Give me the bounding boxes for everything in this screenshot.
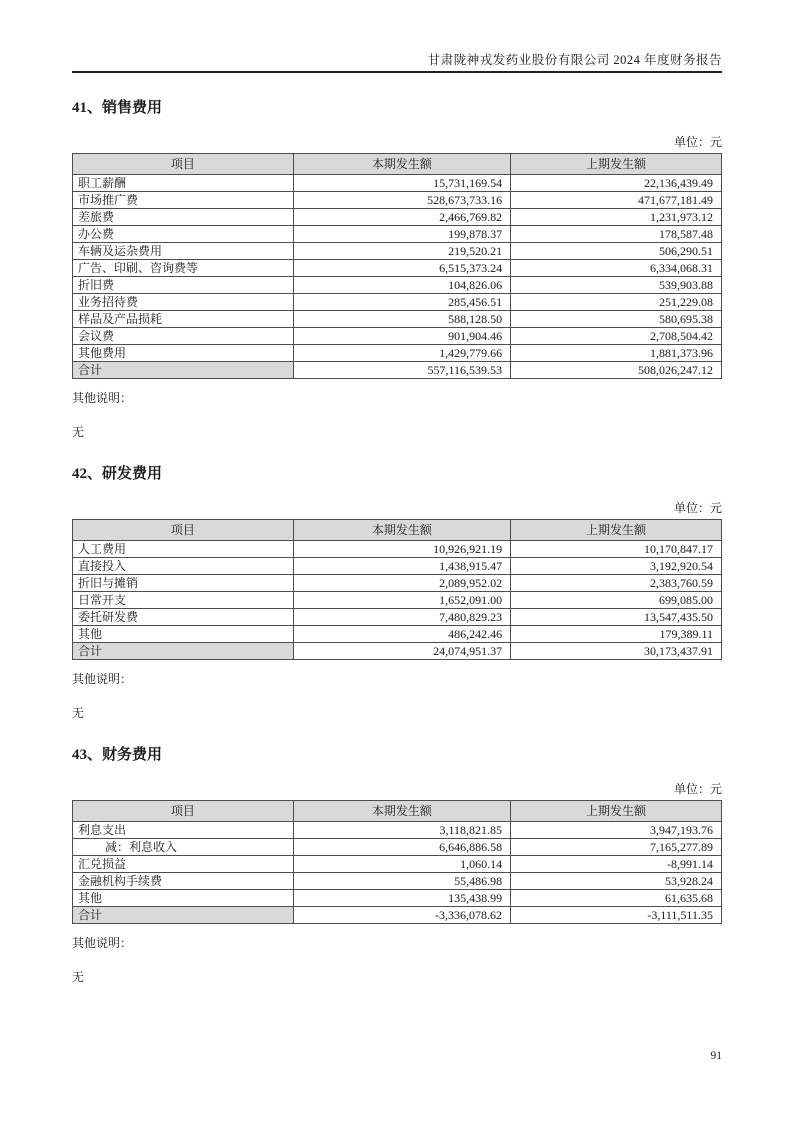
prior-period-amount: 3,192,920.54 <box>511 558 722 575</box>
row-label: 日常开支 <box>73 592 294 609</box>
column-header-prior: 上期发生额 <box>511 801 722 822</box>
current-period-amount: 7,480,829.23 <box>293 609 510 626</box>
current-period-amount: 6,515,373.24 <box>293 260 510 277</box>
row-label: 办公费 <box>73 226 294 243</box>
row-label: 人工费用 <box>73 541 294 558</box>
row-label: 车辆及运杂费用 <box>73 243 294 260</box>
row-label: 会议费 <box>73 328 294 345</box>
table-row <box>73 175 722 192</box>
table-row <box>73 626 722 643</box>
prior-period-amount: 539,903.88 <box>511 277 722 294</box>
current-period-amount: 1,438,915.47 <box>293 558 510 575</box>
table-row <box>73 345 722 362</box>
row-label: 市场推广费 <box>73 192 294 209</box>
prior-period-amount: 1,881,373.96 <box>511 345 722 362</box>
current-period-amount: -3,336,078.62 <box>293 907 510 924</box>
column-header-item: 项目 <box>73 801 294 822</box>
column-header-prior: 上期发生额 <box>511 154 722 175</box>
total-row <box>73 362 722 379</box>
table-row <box>73 592 722 609</box>
table-row <box>73 890 722 907</box>
table-row <box>73 277 722 294</box>
prior-period-amount: 30,173,437.91 <box>511 643 722 660</box>
document-header-title: 甘肃陇神戎发药业股份有限公司 2024 年度财务报告 <box>72 52 722 73</box>
current-period-amount: 15,731,169.54 <box>293 175 510 192</box>
prior-period-amount: 471,677,181.49 <box>511 192 722 209</box>
prior-period-amount: 2,708,504.42 <box>511 328 722 345</box>
current-period-amount: 557,116,539.53 <box>293 362 510 379</box>
row-label: 差旅费 <box>73 209 294 226</box>
current-period-amount: 10,926,921.19 <box>293 541 510 558</box>
table-header-row <box>73 801 722 822</box>
prior-period-amount: 506,290.51 <box>511 243 722 260</box>
rd-expense-table <box>72 519 722 660</box>
section-title-42: 42、研发费用 <box>72 466 163 482</box>
table-row <box>73 822 722 839</box>
row-label: 业务招待费 <box>73 294 294 311</box>
current-period-amount: 6,646,886.58 <box>293 839 510 856</box>
sales-expense-table <box>72 153 722 379</box>
total-row <box>73 643 722 660</box>
current-period-amount: 104,826.06 <box>293 277 510 294</box>
table-row <box>73 226 722 243</box>
row-label: 汇兑损益 <box>73 856 294 873</box>
current-period-amount: 2,466,769.82 <box>293 209 510 226</box>
prior-period-amount: 10,170,847.17 <box>511 541 722 558</box>
unit-label: 单位：元 <box>673 135 722 149</box>
current-period-amount: 285,456.51 <box>293 294 510 311</box>
unit-label: 单位：元 <box>673 501 722 515</box>
table-row <box>73 294 722 311</box>
prior-period-amount: 61,635.68 <box>511 890 722 907</box>
row-label: 利息支出 <box>73 822 294 839</box>
table-row <box>73 558 722 575</box>
other-notes-label: 其他说明： <box>72 936 133 950</box>
prior-period-amount: 508,026,247.12 <box>511 362 722 379</box>
current-period-amount: 55,486.98 <box>293 873 510 890</box>
row-label: 折旧与摊销 <box>73 575 294 592</box>
current-period-amount: 2,089,952.02 <box>293 575 510 592</box>
row-label: 其他费用 <box>73 345 294 362</box>
finance-expense-table <box>72 800 722 924</box>
section-title-43: 43、财务费用 <box>72 747 163 763</box>
prior-period-amount: 53,928.24 <box>511 873 722 890</box>
row-label: 减：利息收入 <box>73 839 294 856</box>
row-label: 其他 <box>73 890 294 907</box>
table-row <box>73 192 722 209</box>
table-row <box>73 260 722 277</box>
table-row <box>73 873 722 890</box>
current-period-amount: 219,520.21 <box>293 243 510 260</box>
prior-period-amount: 3,947,193.76 <box>511 822 722 839</box>
current-period-amount: 1,060.14 <box>293 856 510 873</box>
column-header-prior: 上期发生额 <box>511 520 722 541</box>
other-notes-value: 无 <box>72 970 85 984</box>
prior-period-amount: 580,695.38 <box>511 311 722 328</box>
table-header-row <box>73 154 722 175</box>
row-label: 金融机构手续费 <box>73 873 294 890</box>
other-notes-label: 其他说明： <box>72 672 133 686</box>
total-row <box>73 907 722 924</box>
other-notes-value: 无 <box>72 706 85 720</box>
column-header-current: 本期发生额 <box>293 520 510 541</box>
prior-period-amount: 6,334,068.31 <box>511 260 722 277</box>
column-header-item: 项目 <box>73 154 294 175</box>
prior-period-amount: 178,587.48 <box>511 226 722 243</box>
prior-period-amount: -8,991.14 <box>511 856 722 873</box>
current-period-amount: 135,438.99 <box>293 890 510 907</box>
row-label: 折旧费 <box>73 277 294 294</box>
prior-period-amount: 22,136,439.49 <box>511 175 722 192</box>
column-header-item: 项目 <box>73 520 294 541</box>
other-notes-label: 其他说明： <box>72 391 133 405</box>
column-header-current: 本期发生额 <box>293 154 510 175</box>
prior-period-amount: -3,111,511.35 <box>511 907 722 924</box>
table-row <box>73 541 722 558</box>
table-row <box>73 243 722 260</box>
row-label: 其他 <box>73 626 294 643</box>
table-row <box>73 328 722 345</box>
current-period-amount: 1,429,779.66 <box>293 345 510 362</box>
current-period-amount: 588,128.50 <box>293 311 510 328</box>
unit-label: 单位：元 <box>673 782 722 796</box>
row-label: 广告、印刷、咨询费等 <box>73 260 294 277</box>
row-label: 直接投入 <box>73 558 294 575</box>
current-period-amount: 901,904.46 <box>293 328 510 345</box>
table-row <box>73 209 722 226</box>
row-label: 职工薪酬 <box>73 175 294 192</box>
table-header-row <box>73 520 722 541</box>
prior-period-amount: 699,085.00 <box>511 592 722 609</box>
table-row <box>73 609 722 626</box>
row-label: 委托研发费 <box>73 609 294 626</box>
table-row <box>73 839 722 856</box>
page-number: 91 <box>710 1050 722 1062</box>
prior-period-amount: 13,547,435.50 <box>511 609 722 626</box>
prior-period-amount: 2,383,760.59 <box>511 575 722 592</box>
column-header-current: 本期发生额 <box>293 801 510 822</box>
row-label: 合计 <box>73 362 294 379</box>
current-period-amount: 24,074,951.37 <box>293 643 510 660</box>
row-label: 合计 <box>73 643 294 660</box>
current-period-amount: 528,673,733.16 <box>293 192 510 209</box>
current-period-amount: 3,118,821.85 <box>293 822 510 839</box>
row-label: 样品及产品损耗 <box>73 311 294 328</box>
table-row <box>73 311 722 328</box>
prior-period-amount: 7,165,277.89 <box>511 839 722 856</box>
current-period-amount: 199,878.37 <box>293 226 510 243</box>
table-row <box>73 856 722 873</box>
table-row <box>73 575 722 592</box>
prior-period-amount: 1,231,973.12 <box>511 209 722 226</box>
section-title-41: 41、销售费用 <box>72 100 163 116</box>
prior-period-amount: 179,389.11 <box>511 626 722 643</box>
current-period-amount: 486,242.46 <box>293 626 510 643</box>
current-period-amount: 1,652,091.00 <box>293 592 510 609</box>
other-notes-value: 无 <box>72 425 85 439</box>
prior-period-amount: 251,229.08 <box>511 294 722 311</box>
row-label: 合计 <box>73 907 294 924</box>
